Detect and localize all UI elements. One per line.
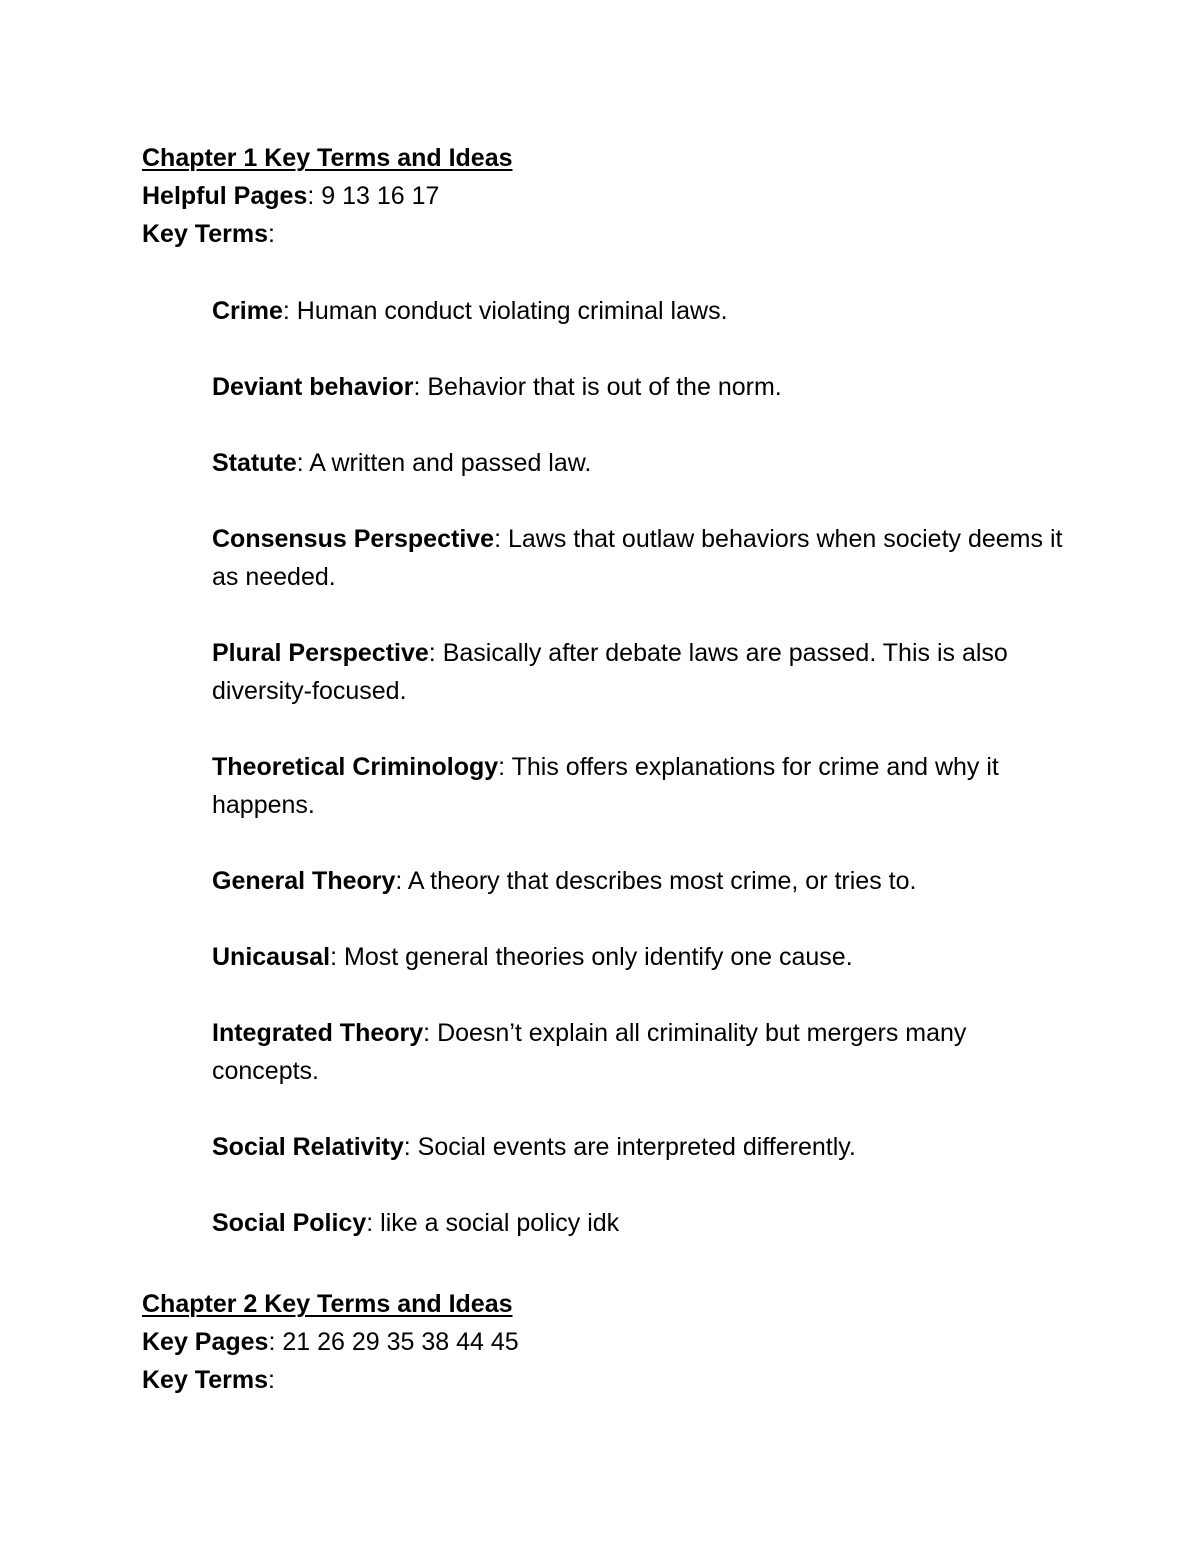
term-deviant-behavior: Deviant behavior: Behavior that is out of the norm. bbox=[212, 373, 782, 401]
term-name: Deviant behavior bbox=[212, 373, 414, 401]
chapter-1-pages-line: Helpful Pages: 9 13 16 17 bbox=[142, 182, 440, 210]
term-name: Consensus Perspective bbox=[212, 525, 495, 553]
term-general-theory: General Theory: A theory that describes most crime, or tries to. bbox=[212, 867, 917, 895]
term-name: Plural Perspective bbox=[212, 639, 429, 667]
term-definition: Most general theories only identify one cause. bbox=[344, 943, 853, 971]
chapter-2-pages-label: Key Pages bbox=[142, 1328, 269, 1356]
chapter-2-heading: Chapter 2 Key Terms and Ideas bbox=[142, 1290, 513, 1318]
term-integrated-theory: Integrated Theory: Doesn’t explain all criminality but mergers many concepts. bbox=[212, 1019, 967, 1085]
chapter-1-section bbox=[142, 139, 1082, 253]
term-definition: Basically after debate laws are passed. This is also diversity-focused. bbox=[212, 639, 1008, 705]
chapter-2-terms-line: Key Terms: bbox=[142, 1366, 275, 1394]
term-name: Theoretical Criminology bbox=[212, 753, 499, 781]
term-name: Unicausal bbox=[212, 943, 331, 971]
chapter-2-pages-line: Key Pages: 21 26 29 35 38 44 45 bbox=[142, 1328, 519, 1356]
term-definition: Laws that outlaw behaviors when society deems it as needed. bbox=[212, 525, 1063, 591]
chapter-2-section bbox=[142, 1285, 1082, 1399]
term-name: Social Relativity bbox=[212, 1133, 404, 1161]
term-crime: Crime: Human conduct violating criminal laws. bbox=[212, 297, 728, 325]
term-definition: Social events are interpreted differently. bbox=[417, 1133, 856, 1161]
term-social-relativity: Social Relativity: Social events are interpreted differently. bbox=[212, 1133, 856, 1161]
term-definition: A written and passed law. bbox=[309, 449, 592, 477]
chapter-1-terms-line: Key Terms: bbox=[142, 220, 275, 248]
term-theoretical-criminology: Theoretical Criminology: This offers explanations for crime and why it happens. bbox=[212, 753, 999, 819]
term-definition: A theory that describes most crime, or tries to. bbox=[407, 867, 917, 895]
term-definition: Human conduct violating criminal laws. bbox=[296, 297, 728, 325]
term-definition: This offers explanations for crime and why it happens. bbox=[212, 753, 999, 819]
term-name: Statute bbox=[212, 449, 297, 477]
term-unicausal: Unicausal: Most general theories only identify one cause. bbox=[212, 943, 853, 971]
term-social-policy: Social Policy: like a social policy idk bbox=[212, 1209, 620, 1237]
term-definition: like a social policy idk bbox=[380, 1209, 620, 1237]
chapter-1-pages-label: Helpful Pages bbox=[142, 182, 308, 210]
term-name: Social Policy bbox=[212, 1209, 367, 1237]
term-definition: Behavior that is out of the norm. bbox=[427, 373, 782, 401]
chapter-1-heading: Chapter 1 Key Terms and Ideas bbox=[142, 144, 513, 172]
term-plural-perspective: Plural Perspective: Basically after debate laws are passed. This is also diversity-focused. bbox=[212, 639, 1008, 705]
term-name: General Theory bbox=[212, 867, 396, 895]
term-name: Integrated Theory bbox=[212, 1019, 424, 1047]
term-name: Crime bbox=[212, 297, 283, 325]
chapter-2-pages-value: 21 26 29 35 38 44 45 bbox=[282, 1328, 519, 1356]
chapter-2-terms-label: Key Terms bbox=[142, 1366, 268, 1394]
chapter-1-term-list bbox=[212, 292, 1072, 1280]
chapter-1-pages-value: 9 13 16 17 bbox=[321, 182, 440, 210]
term-definition: Doesn’t explain all criminality but mergers many concepts. bbox=[212, 1019, 967, 1085]
term-statute: Statute: A written and passed law. bbox=[212, 449, 592, 477]
term-consensus-perspective: Consensus Perspective: Laws that outlaw behaviors when society deems it as needed. bbox=[212, 525, 1063, 591]
chapter-1-terms-label: Key Terms bbox=[142, 220, 268, 248]
